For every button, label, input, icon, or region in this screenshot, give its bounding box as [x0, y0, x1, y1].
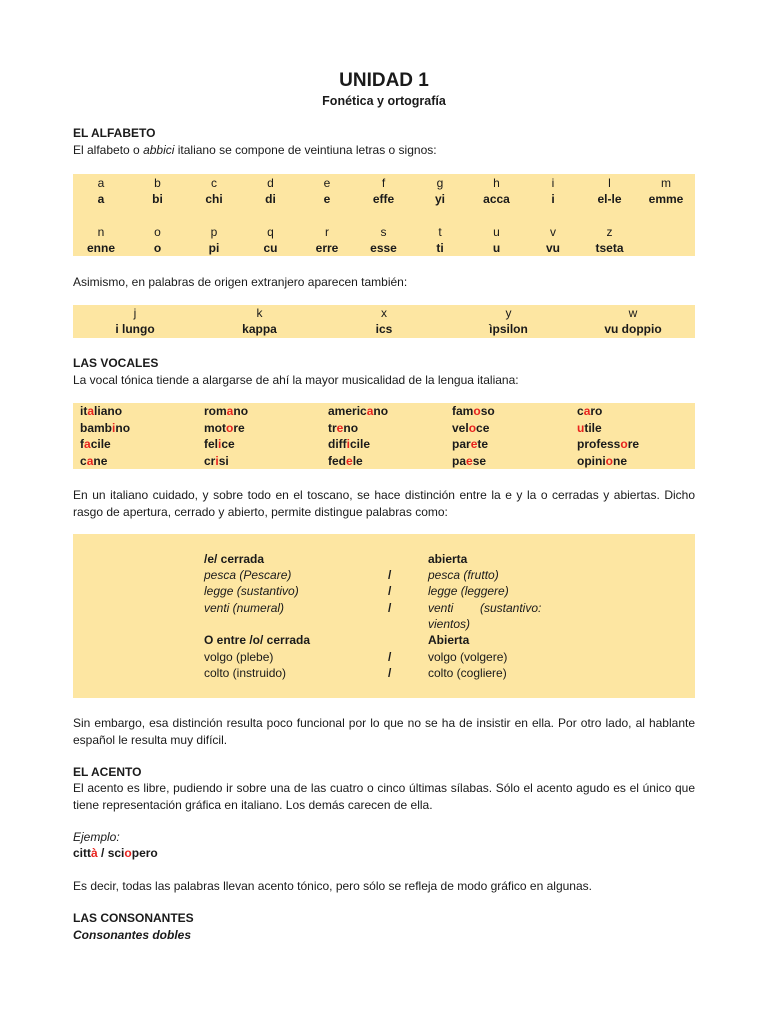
alphabet-letter-name: tseta	[595, 241, 624, 255]
word-part: se	[472, 453, 487, 468]
vowel-example-word	[452, 403, 576, 420]
word-part: f	[80, 437, 84, 451]
e-open-example-gloss-cont: vientos)	[428, 617, 471, 631]
alphabet-letter: r	[325, 225, 329, 239]
vowel-example-word	[328, 453, 452, 470]
o-closed-heading: O entre /o/ cerrada	[204, 633, 311, 647]
acento-paragraph: El acento es libre, pudiendo ir sobre una de las cuatro o cinco últimas sílabas. Sólo el acento agudo es el único que tiene representación gráfica en italiano. Los demás carecen de ella.	[73, 781, 695, 812]
foreign-letter: j	[133, 306, 137, 320]
foreign-letter-cell	[322, 305, 446, 337]
alphabet-letter-name: e	[323, 192, 331, 206]
word-part: vel	[452, 420, 469, 435]
alphabet-letter-cell	[186, 224, 242, 256]
stressed-vowel: o	[226, 420, 234, 435]
alphabet-letter: l	[608, 176, 611, 190]
page-subtitle: Fonética y ortografía	[322, 94, 446, 108]
alphabet-letter-cell	[73, 224, 129, 256]
vocales-intro: La vocal tónica tiende a alargarse de ahí la mayor musicalidad de la lengua italiana:	[73, 373, 519, 387]
alphabet-letter-cell	[412, 224, 468, 256]
word-part: diff	[328, 437, 347, 451]
foreign-letter-name: kappa	[242, 322, 277, 336]
alphabet-letter: v	[550, 225, 556, 239]
word-part: it	[80, 404, 88, 418]
stressed-vowel: u	[577, 420, 585, 435]
word-part: no	[373, 404, 389, 418]
word-part: tile	[584, 420, 602, 435]
alphabet-letter-name: yi	[434, 192, 445, 206]
alphabet-letter-name: cu	[263, 241, 278, 255]
alphabet-letter-cell	[469, 224, 525, 256]
alphabet-letter: i	[551, 176, 555, 190]
vowel-example-word	[204, 420, 328, 437]
foreign-letter: y	[505, 306, 512, 320]
embargo-paragraph: Sin embargo, esa distinción resulta poco funcional por lo que no se ha de insistir en ella. Por otro lado, al hablante español le resulta muy difícil.	[73, 716, 695, 747]
stressed-vowel: i	[346, 437, 350, 451]
alphabet-letter-cell	[243, 224, 299, 256]
word-part: ro	[590, 404, 603, 418]
vowel-example-word	[204, 436, 328, 453]
alphabet-letter-name: esse	[370, 241, 397, 255]
vowel-example-word	[80, 420, 204, 437]
e-closed-example: legge (sustantivo)	[204, 584, 299, 598]
foreign-letter-cell	[571, 305, 695, 337]
word-part: profess	[577, 437, 621, 451]
vowel-example-word	[204, 453, 328, 470]
alphabet-letter: u	[493, 225, 500, 239]
open-closed-vowels-table	[73, 534, 695, 698]
stressed-vowel: i	[215, 453, 219, 468]
vowel-example-word	[328, 436, 452, 453]
vowel-example-word	[577, 453, 701, 470]
foreign-letter-name: vu doppio	[604, 322, 662, 336]
alphabet-letter-name: bi	[152, 192, 163, 206]
word-part: no	[343, 420, 359, 435]
vowel-example-word	[328, 420, 452, 437]
vowel-example-word	[328, 403, 452, 420]
alphabet-letter-name: erre	[315, 241, 339, 255]
word-part: so	[480, 404, 495, 418]
alphabet-letter-cell	[186, 175, 242, 207]
alphabet-letter-name: di	[265, 192, 276, 206]
word-part: re	[233, 420, 245, 435]
e-open-example: legge (leggere)	[428, 584, 509, 598]
alphabet-letter-cell	[412, 175, 468, 207]
alphabet-letter-name: ti	[436, 241, 444, 255]
vowel-example-column	[80, 403, 204, 469]
alphabet-letter-cell	[299, 224, 355, 256]
alphabet-letter-name: el-le	[597, 192, 622, 206]
alphabet-letter-name: a	[97, 192, 105, 206]
vowel-example-word	[577, 403, 701, 420]
vowel-example-column	[452, 403, 576, 469]
alphabet-letter-name: vu	[545, 241, 560, 255]
e-open-example-gloss: (sustantivo:	[480, 601, 542, 615]
foreign-letter-cell	[198, 305, 322, 337]
word-part: c	[577, 404, 584, 418]
word-part: ne	[613, 453, 628, 468]
o-open-heading: Abierta	[428, 633, 470, 647]
word-part: cile	[90, 437, 111, 451]
alphabet-letter-cell	[356, 175, 412, 207]
separator-slash: /	[388, 601, 392, 615]
vowel-example-column	[204, 403, 328, 469]
word-part: liano	[94, 404, 123, 418]
word-part: ce	[476, 420, 490, 435]
stressed-vowel: a	[366, 404, 374, 418]
word-part: tr	[328, 420, 337, 435]
word-part: fed	[328, 453, 346, 468]
e-open-heading: abierta	[428, 552, 468, 566]
word-part: ce	[221, 437, 235, 451]
extranjero-intro: Asimismo, en palabras de origen extranjero aparecen también:	[73, 275, 408, 289]
alphabet-letter-name: acca	[483, 192, 510, 206]
alphabet-letter: p	[210, 225, 218, 239]
vowel-example-word	[80, 403, 204, 420]
vowel-example-word	[577, 420, 701, 437]
o-closed-example: volgo (plebe)	[204, 650, 274, 664]
stressed-vowel: e	[470, 437, 478, 451]
word-part: bamb	[80, 420, 113, 435]
alphabet-letter-name: chi	[205, 192, 223, 206]
word-part: te	[477, 437, 489, 451]
stressed-vowel: a	[583, 404, 591, 418]
alphabet-letter-cell	[469, 175, 525, 207]
foreign-letter: x	[381, 306, 387, 320]
stressed-vowel: o	[468, 420, 477, 435]
vowel-example-word	[80, 453, 204, 470]
e-closed-heading: /e/ cerrada	[204, 552, 265, 566]
alphabet-letter: b	[154, 176, 161, 190]
vowel-example-word	[204, 403, 328, 420]
alphabet-letter-cell	[525, 175, 581, 207]
alphabet-letter: s	[380, 225, 387, 239]
word-part: c	[80, 453, 87, 468]
word-part: le	[352, 453, 363, 468]
alphabet-letter: n	[97, 225, 105, 239]
section-heading-consonantes: LAS CONSONANTES	[73, 911, 194, 925]
separator-slash: /	[388, 650, 392, 664]
vowel-example-word	[452, 420, 576, 437]
word-part: no	[115, 420, 131, 435]
e-open-example: venti	[428, 601, 454, 615]
vowel-example-column	[577, 403, 701, 469]
alphabet-letter-cell	[130, 175, 186, 207]
word-part: pa	[452, 453, 467, 468]
alphabet-letter: f	[381, 176, 386, 190]
alphabet-letter-name: pi	[208, 241, 220, 255]
e-closed-example: venti (numeral)	[204, 601, 285, 615]
vowel-example-word	[452, 453, 576, 470]
separator-slash: /	[388, 568, 392, 582]
alphabet-letter-name: u	[492, 241, 501, 255]
alphabet-letter: e	[323, 176, 331, 190]
vowel-example-column	[328, 403, 452, 469]
alphabet-letter-cell	[582, 175, 638, 207]
alphabet-letter-cell	[299, 175, 355, 207]
stressed-vowel: i	[218, 437, 222, 451]
vowel-examples-table	[73, 403, 695, 469]
word-part: no	[233, 404, 249, 418]
stressed-vowel: o	[473, 404, 481, 418]
alphabet-letter: c	[211, 176, 217, 190]
word-part: ne	[93, 453, 108, 468]
section-heading-alfabeto: EL ALFABETO	[73, 126, 156, 140]
alphabet-letter-cell	[130, 224, 186, 256]
alphabet-letter-cell	[356, 224, 412, 256]
stressed-vowel: a	[84, 437, 91, 451]
stressed-vowel: a	[86, 453, 94, 468]
stressed-vowel: e	[346, 453, 353, 468]
alphabet-letter-cell	[582, 224, 638, 256]
decir-paragraph: Es decir, todas las palabras llevan acento tónico, pero sólo se refleja de modo gráfico en algunas.	[73, 879, 592, 893]
word-part: cile	[350, 437, 371, 451]
section-heading-acento: EL ACENTO	[73, 765, 142, 779]
vowel-example-word	[80, 436, 204, 453]
alphabet-letter: o	[154, 225, 161, 239]
stressed-vowel: a	[87, 404, 95, 418]
o-open-example: colto (cogliere)	[428, 666, 507, 680]
alphabet-letter: a	[97, 176, 105, 190]
alphabet-letter: q	[267, 225, 274, 239]
page-title: UNIDAD 1	[339, 70, 429, 91]
alphabet-letter: z	[606, 225, 613, 239]
o-closed-example: colto (instruido)	[204, 666, 287, 680]
stressed-vowel: o	[620, 437, 628, 451]
alphabet-letter-cell	[73, 175, 129, 207]
alphabet-letter: t	[438, 225, 442, 239]
e-open-example: pesca (frutto)	[428, 568, 499, 582]
word-part: re	[627, 437, 640, 451]
foreign-letter-name: ìpsilon	[489, 322, 528, 336]
cuidado-paragraph: En un italiano cuidado, y sobre todo en el toscano, se hace distinción entre la e y la o cerradas y abiertas. Dicho rasgo de apertura, cerrado y abierto, permite distingue palabras como:	[73, 488, 695, 519]
alphabet-letter-name: effe	[372, 192, 395, 206]
vowel-example-word	[452, 436, 576, 453]
stressed-vowel: e	[466, 453, 473, 468]
stressed-vowel: a	[226, 404, 234, 418]
alphabet-table	[73, 174, 695, 256]
alfabeto-intro: El alfabeto o abbici italiano se compone de veintiuna letras o signos:	[73, 143, 437, 157]
word-part: opini	[577, 453, 606, 468]
alphabet-letter: d	[267, 176, 274, 190]
word-part: si	[218, 453, 229, 468]
foreign-letter-name: ics	[375, 322, 393, 336]
foreign-letter-cell	[73, 305, 197, 337]
alphabet-letter-name: emme	[648, 192, 684, 206]
word-part: fel	[204, 437, 219, 451]
word-part: rom	[204, 404, 227, 418]
alphabet-letter-name: i	[551, 192, 555, 206]
word-part: fam	[452, 404, 474, 418]
stressed-vowel: i	[112, 420, 116, 435]
foreign-letter-cell	[447, 305, 571, 337]
section-heading-vocales: LAS VOCALES	[73, 356, 159, 370]
consonantes-subheading: Consonantes dobles	[73, 928, 192, 942]
alphabet-letter: m	[661, 176, 671, 190]
o-open-example: volgo (volgere)	[428, 650, 508, 664]
alphabet-letter: h	[493, 176, 500, 190]
alphabet-letter-cell	[638, 175, 694, 207]
alphabet-letter-name: enne	[86, 241, 115, 255]
foreign-letter-name: i lungo	[115, 322, 155, 336]
foreign-letter: w	[628, 306, 638, 320]
word-part: americ	[328, 404, 367, 418]
word-part: cr	[204, 453, 216, 468]
stressed-vowel: o	[605, 453, 614, 468]
ejemplo-label: Ejemplo:	[73, 830, 120, 844]
alphabet-letter-cell	[525, 224, 581, 256]
word-part: par	[452, 437, 471, 451]
word-part: mot	[204, 420, 226, 435]
separator-slash: /	[388, 666, 392, 680]
e-closed-example: pesca (Pescare)	[204, 568, 292, 582]
separator-slash: /	[388, 584, 392, 598]
alphabet-letter-cell	[243, 175, 299, 207]
vowel-example-word	[577, 436, 701, 453]
alphabet-letter: g	[436, 176, 444, 190]
ejemplo-words: città / sciopero	[73, 846, 158, 860]
alphabet-letter-name: o	[153, 241, 162, 255]
stressed-vowel: e	[336, 420, 344, 435]
foreign-letters-table	[73, 305, 695, 338]
foreign-letter: k	[256, 306, 263, 320]
